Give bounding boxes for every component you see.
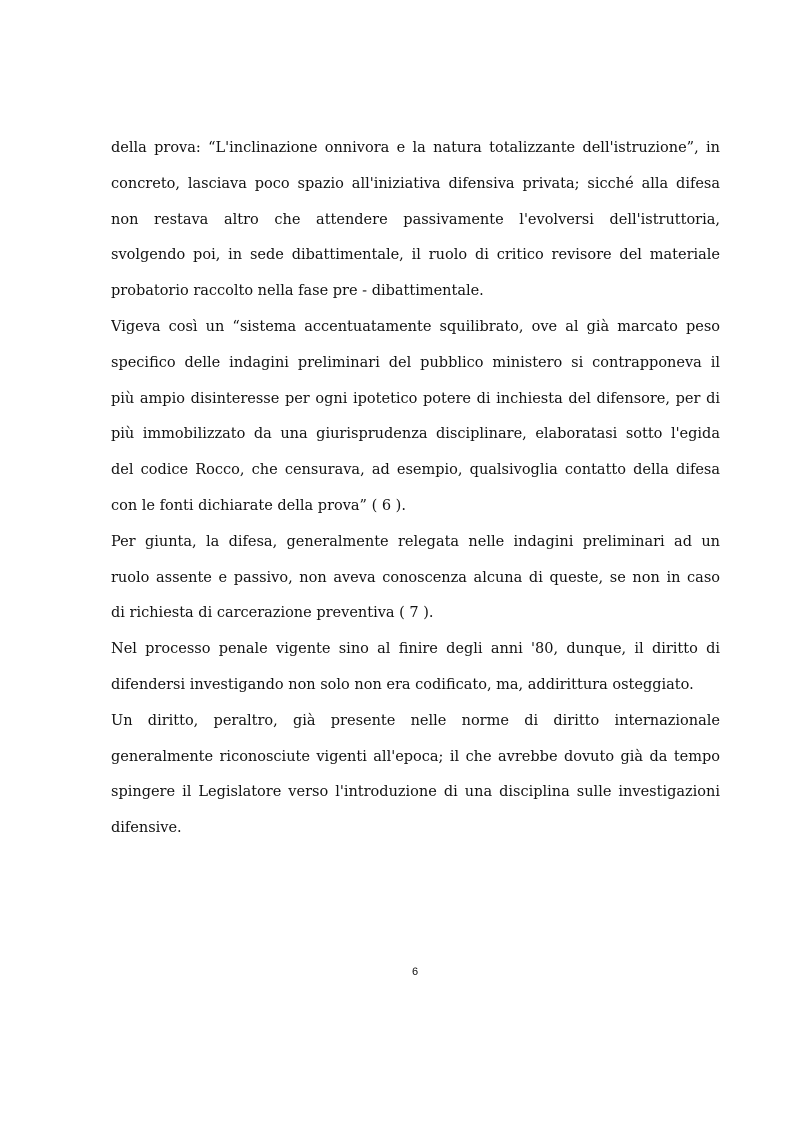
text-line: della prova: “L'inclinazione onnivora e la natura totalizzante dell'istruzione”, in bbox=[111, 140, 720, 156]
text-line: con le fonti dichiarate della prova” ( 6 ). bbox=[111, 497, 406, 514]
page-number: 6 bbox=[411, 966, 419, 978]
text-line: generalmente riconosciute vigenti all'epoca; il che avrebbe dovuto già da tempo bbox=[111, 748, 720, 765]
text-line: concreto, lasciava poco spazio all'iniziativa difensiva privata; sicché alla difesa bbox=[111, 175, 720, 192]
text-line: specifico delle indagini preliminari del pubblico ministero si contrapponeva il bbox=[111, 354, 720, 371]
body-text bbox=[111, 131, 720, 847]
text-line: svolgendo poi, in sede dibattimentale, il ruolo di critico revisore del materiale bbox=[111, 247, 720, 264]
text-line: più ampio disinteresse per ogni ipotetico potere di inchiesta del difensore, per di bbox=[111, 390, 720, 407]
text-line: Un diritto, peraltro, già presente nelle norme di diritto internazionale bbox=[111, 712, 720, 729]
text-line: Nel processo penale vigente sino al finire degli anni '80, dunque, il diritto di bbox=[111, 641, 720, 658]
text-line: spingere il Legislatore verso l'introduzione di una disciplina sulle investigazioni bbox=[111, 784, 720, 801]
text-line: di richiesta di carcerazione preventiva ( 7 ). bbox=[111, 605, 434, 622]
text-line: ruolo assente e passivo, non aveva conoscenza alcuna di queste, se non in caso bbox=[111, 569, 720, 586]
text-line: Vigeva così un “sistema accentuatamente squilibrato, ove al già marcato peso bbox=[111, 318, 720, 335]
text-line: difendersi investigando non solo non era codificato, ma, addirittura osteggiato. bbox=[111, 676, 694, 693]
text-line: difensive. bbox=[111, 820, 182, 837]
text-line: non restava altro che attendere passivamente l'evolversi dell'istruttoria, bbox=[111, 211, 720, 228]
text-line: più immobilizzato da una giurisprudenza disciplinare, elaboratasi sotto l'egida bbox=[111, 426, 720, 443]
text-line: del codice Rocco, che censurava, ad esempio, qualsivoglia contatto della difesa bbox=[111, 462, 720, 479]
text-line: probatorio raccolto nella fase pre - dibattimentale. bbox=[111, 283, 484, 300]
text-line: Per giunta, la difesa, generalmente relegata nelle indagini preliminari ad un bbox=[111, 533, 720, 550]
